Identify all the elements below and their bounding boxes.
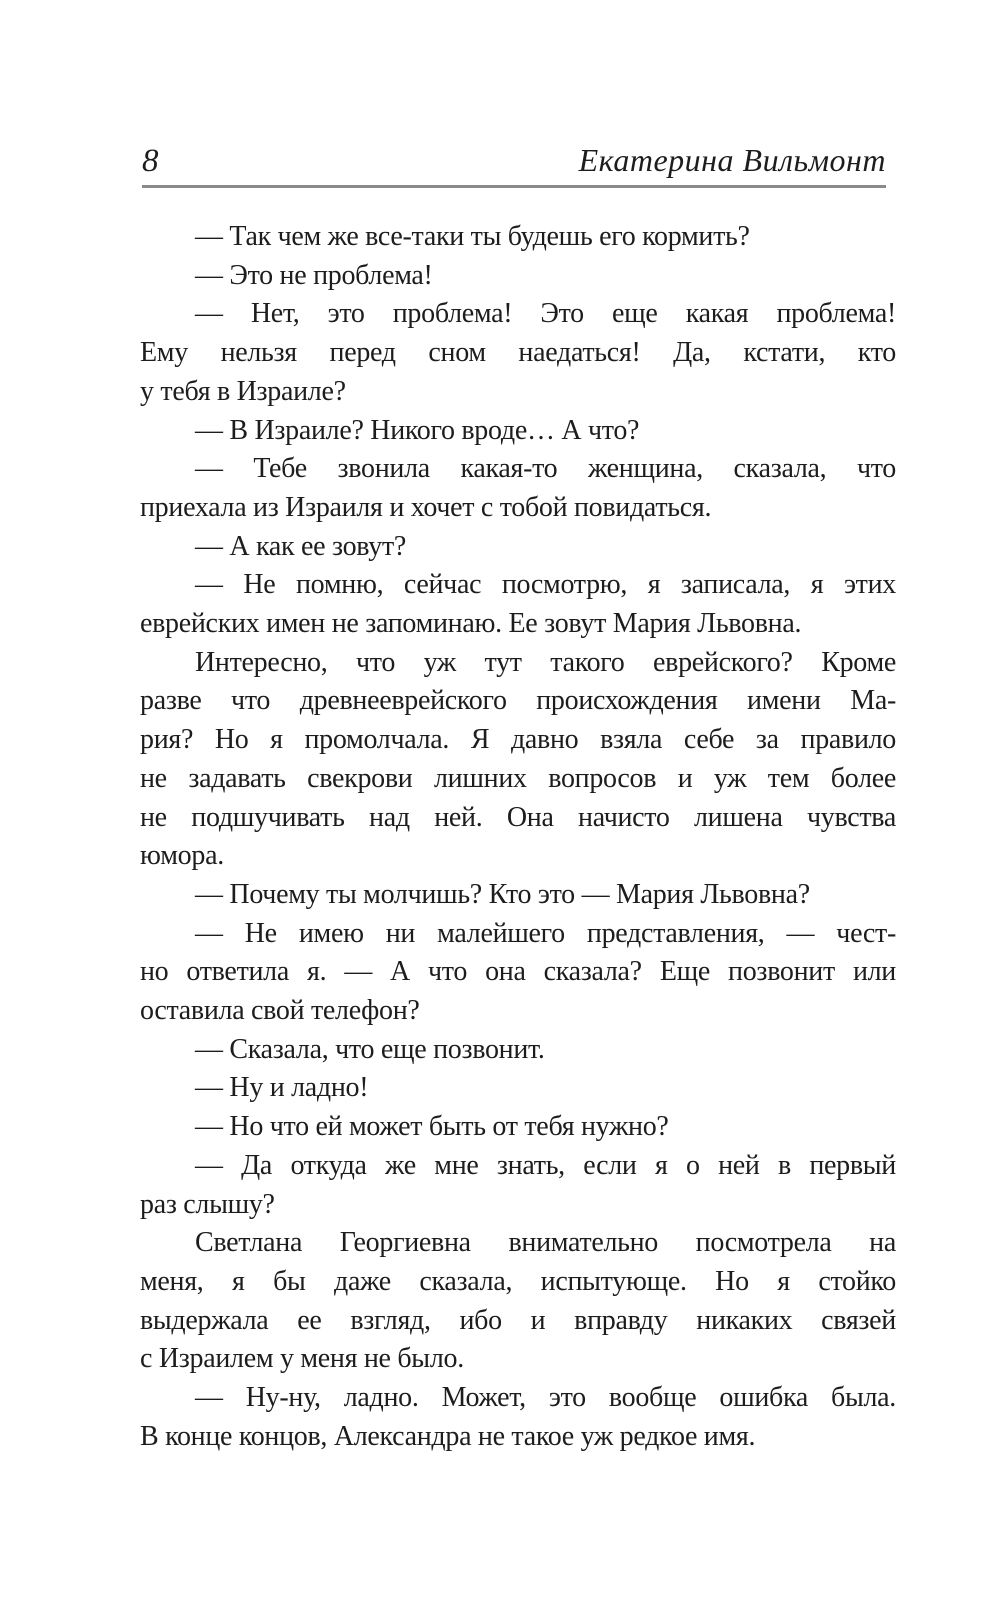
text-line: В конце концов, Александра не такое уж редкое имя. [140, 1420, 756, 1452]
paragraph [140, 566, 896, 643]
text-line: юмора. [140, 840, 224, 872]
paragraph [140, 644, 896, 876]
text-line: приехала из Израиля и хочет с тобой повидаться. [140, 491, 712, 523]
paragraph [140, 1108, 896, 1147]
paragraph [140, 915, 896, 1031]
text-line: с Израилем у меня не было. [140, 1343, 464, 1375]
text-line: — А как ее зовут? [195, 530, 407, 562]
text-line: выдержала ее взгляд, ибо и вправду никаких связей [140, 1304, 896, 1336]
text-line: — Ну-ну, ладно. Может, это вообще ошибка была. [195, 1382, 896, 1414]
text-line: — Ну и ладно! [195, 1072, 369, 1104]
paragraph [140, 1031, 896, 1070]
paragraph [140, 295, 896, 411]
text-line: — Почему ты молчишь? Кто это — Мария Львовна? [195, 878, 810, 910]
running-header [142, 141, 886, 180]
text-line: раз слышу? [140, 1188, 275, 1220]
text-line: — Это не проблема! [195, 259, 433, 291]
text-line: у тебя в Израиле? [140, 375, 346, 407]
text-line: не подшучивать над ней. Она начисто лишена чувства [140, 801, 896, 833]
text-line: — Да откуда же мне знать, если я о ней в первый [195, 1149, 896, 1181]
text-line: но ответила я. — А что она сказала? Еще позвонит или [140, 956, 896, 988]
paragraph [140, 257, 896, 296]
paragraph [140, 412, 896, 451]
paragraph [140, 1224, 896, 1379]
text-line: Ему нельзя перед сном наедаться! Да, кстати, кто [140, 337, 896, 369]
text-line: — Не помню, сейчас посмотрю, я записала, я этих [195, 569, 896, 601]
text-line: Интересно, что уж тут такого еврейского? Кроме [195, 646, 896, 678]
text-line: — Не имею ни малейшего представления, — чест- [195, 917, 896, 949]
text-line: — Тебе звонила какая-то женщина, сказала, что [195, 453, 896, 485]
paragraph [140, 1147, 896, 1224]
body-text [140, 218, 896, 1457]
paragraph [140, 876, 896, 915]
text-line: не задавать свекрови лишних вопросов и уж тем более [140, 762, 896, 794]
paragraph [140, 528, 896, 567]
paragraph [140, 450, 896, 527]
text-line: разве что древнееврейского происхождения имени Ма- [140, 685, 896, 717]
text-line: — Сказала, что еще позвонит. [195, 1033, 545, 1065]
text-line: — Так чем же все-таки ты будешь его кормить? [195, 221, 750, 252]
paragraph [140, 1069, 896, 1108]
text-line: — Но что ей может быть от тебя нужно? [195, 1111, 669, 1143]
text-line: Светлана Георгиевна внимательно посмотрела на [195, 1227, 896, 1259]
text-line: оставила свой телефон? [140, 995, 420, 1027]
text-line: — Нет, это проблема! Это еще какая проблема! [195, 298, 896, 330]
text-line: еврейских имен не запоминаю. Ее зовут Мария Львовна. [140, 608, 802, 640]
header-rule [142, 185, 886, 188]
page-number: 8 [142, 143, 159, 179]
text-line: — В Израиле? Никого вроде… А что? [195, 414, 640, 446]
paragraph [140, 218, 896, 257]
running-header-author: Екатерина Вильмонт [578, 142, 886, 178]
paragraph [140, 1379, 896, 1456]
text-line: рия? Но я промолчала. Я давно взяла себе за правило [140, 724, 896, 756]
text-line: меня, я бы даже сказала, испытующе. Но я стойко [140, 1265, 896, 1297]
